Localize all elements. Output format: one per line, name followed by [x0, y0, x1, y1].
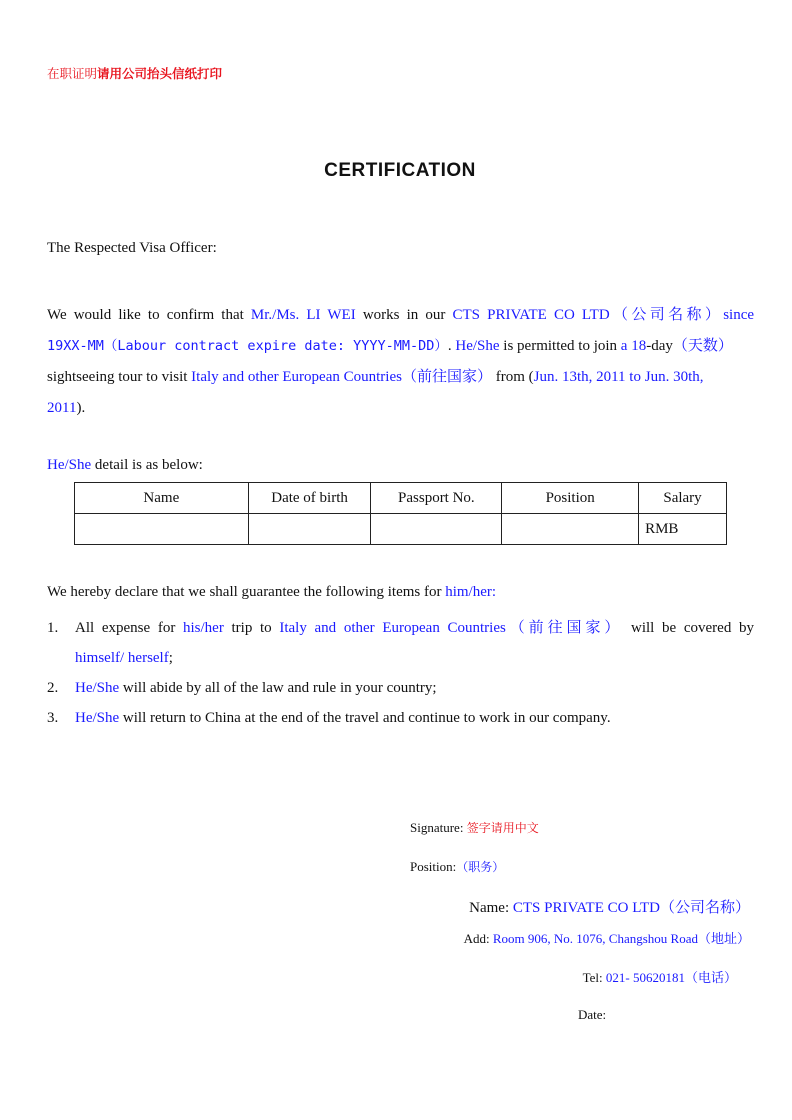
paragraph-line-4 [47, 393, 754, 424]
text: ). [76, 400, 86, 416]
text: sightseeing tour to visit [47, 369, 192, 385]
position-label: Position: [410, 859, 457, 874]
item-number: 3. [47, 710, 59, 726]
signature-line [410, 819, 539, 836]
pronoun: He/She [75, 680, 120, 696]
item-number: 2. [47, 680, 59, 696]
trip-year: 2011 [47, 400, 77, 416]
trip-days: a 18 [620, 338, 647, 354]
table-row [75, 514, 727, 545]
text: . [447, 338, 456, 354]
header-instruction: 请用公司抬头信纸打印 [97, 66, 223, 81]
address-label: Add: [463, 931, 493, 946]
text: -day [646, 338, 673, 354]
text: will return to China at the end of the travel and continue to work in our company. [119, 710, 611, 726]
employment-date: 19XX-MM（Labour contract expire date: YYYY-MM-DD） [47, 338, 448, 354]
days-note: （天数） [672, 338, 733, 354]
text: from ( [491, 369, 534, 385]
column-header: Passport No. [371, 483, 502, 514]
pronoun: He/She [455, 338, 500, 354]
table-cell: RMB [639, 514, 727, 545]
pronoun: his/her [183, 620, 224, 636]
declaration [47, 584, 496, 601]
paragraph-line-3 [47, 362, 754, 393]
table-cell [75, 514, 249, 545]
table-header-row [75, 483, 727, 514]
pronoun: himself/ herself [75, 650, 169, 666]
position-value: （职务） [456, 860, 505, 874]
table-cell [248, 514, 371, 545]
name-value: CTS PRIVATE CO LTD（公司名称） [512, 900, 750, 916]
text: will abide by all of the law and rule in your country; [119, 680, 437, 696]
telephone-line [583, 967, 737, 986]
item-line [75, 650, 173, 666]
paragraph-line-1 [47, 300, 754, 331]
telephone-value: 021- 50620181（电话） [605, 970, 737, 985]
pronoun: him/her: [445, 584, 497, 600]
signature-value: 签字请用中文 [466, 821, 539, 835]
position-line [410, 858, 504, 875]
name-label: Name: [469, 900, 513, 916]
item-number: 1. [47, 620, 59, 636]
destination: Italy and other European Countries（前往国家） [279, 620, 624, 636]
letterhead-note [47, 64, 222, 82]
address-line [464, 928, 750, 947]
column-header: Date of birth [248, 483, 371, 514]
date-line [578, 1007, 606, 1023]
employee-name: Mr./Ms. LI WEI [250, 307, 356, 323]
guarantee-list [47, 613, 754, 733]
trip-dates: Jun. 13th, 2011 to Jun. 30th, [533, 369, 704, 385]
list-item [47, 673, 754, 703]
text: detail is as below: [91, 457, 203, 473]
text: will be covered by [623, 620, 754, 636]
salutation: The Respected Visa Officer: [47, 240, 217, 256]
item-line [75, 613, 754, 643]
text: ; [168, 650, 173, 666]
text: works in our [355, 307, 453, 323]
company-name-line [469, 896, 750, 917]
text: trip to [223, 620, 280, 636]
telephone-label: Tel: [582, 970, 606, 985]
address-value: Room 906, No. 1076, Changshou Road（地址） [492, 931, 750, 946]
text: is permitted to join [499, 338, 621, 354]
paragraph-line-2 [47, 331, 754, 362]
column-header: Salary [639, 483, 727, 514]
table-cell [502, 514, 639, 545]
pronoun: He/She [75, 710, 120, 726]
table-cell [371, 514, 502, 545]
text: All expense for [75, 620, 183, 636]
column-header: Name [75, 483, 249, 514]
employee-detail-table [74, 482, 727, 545]
destination: Italy and other European Countries（前往国家） [191, 369, 492, 385]
column-header: Position [502, 483, 639, 514]
company-name: CTS PRIVATE CO LTD（公司名称）since [452, 307, 755, 323]
header-prefix: 在职证明 [47, 67, 98, 81]
date-label: Date: [578, 1007, 607, 1022]
signature-label: Signature: [410, 820, 467, 835]
detail-heading [47, 457, 203, 474]
text: We hereby declare that we shall guarantee the following items for [47, 584, 446, 600]
text: We would like to confirm that [47, 307, 251, 323]
page-title: CERTIFICATION [324, 160, 476, 181]
body-paragraph [47, 300, 754, 424]
list-item [47, 613, 754, 673]
list-item [47, 703, 754, 733]
pronoun: He/She [47, 457, 92, 473]
